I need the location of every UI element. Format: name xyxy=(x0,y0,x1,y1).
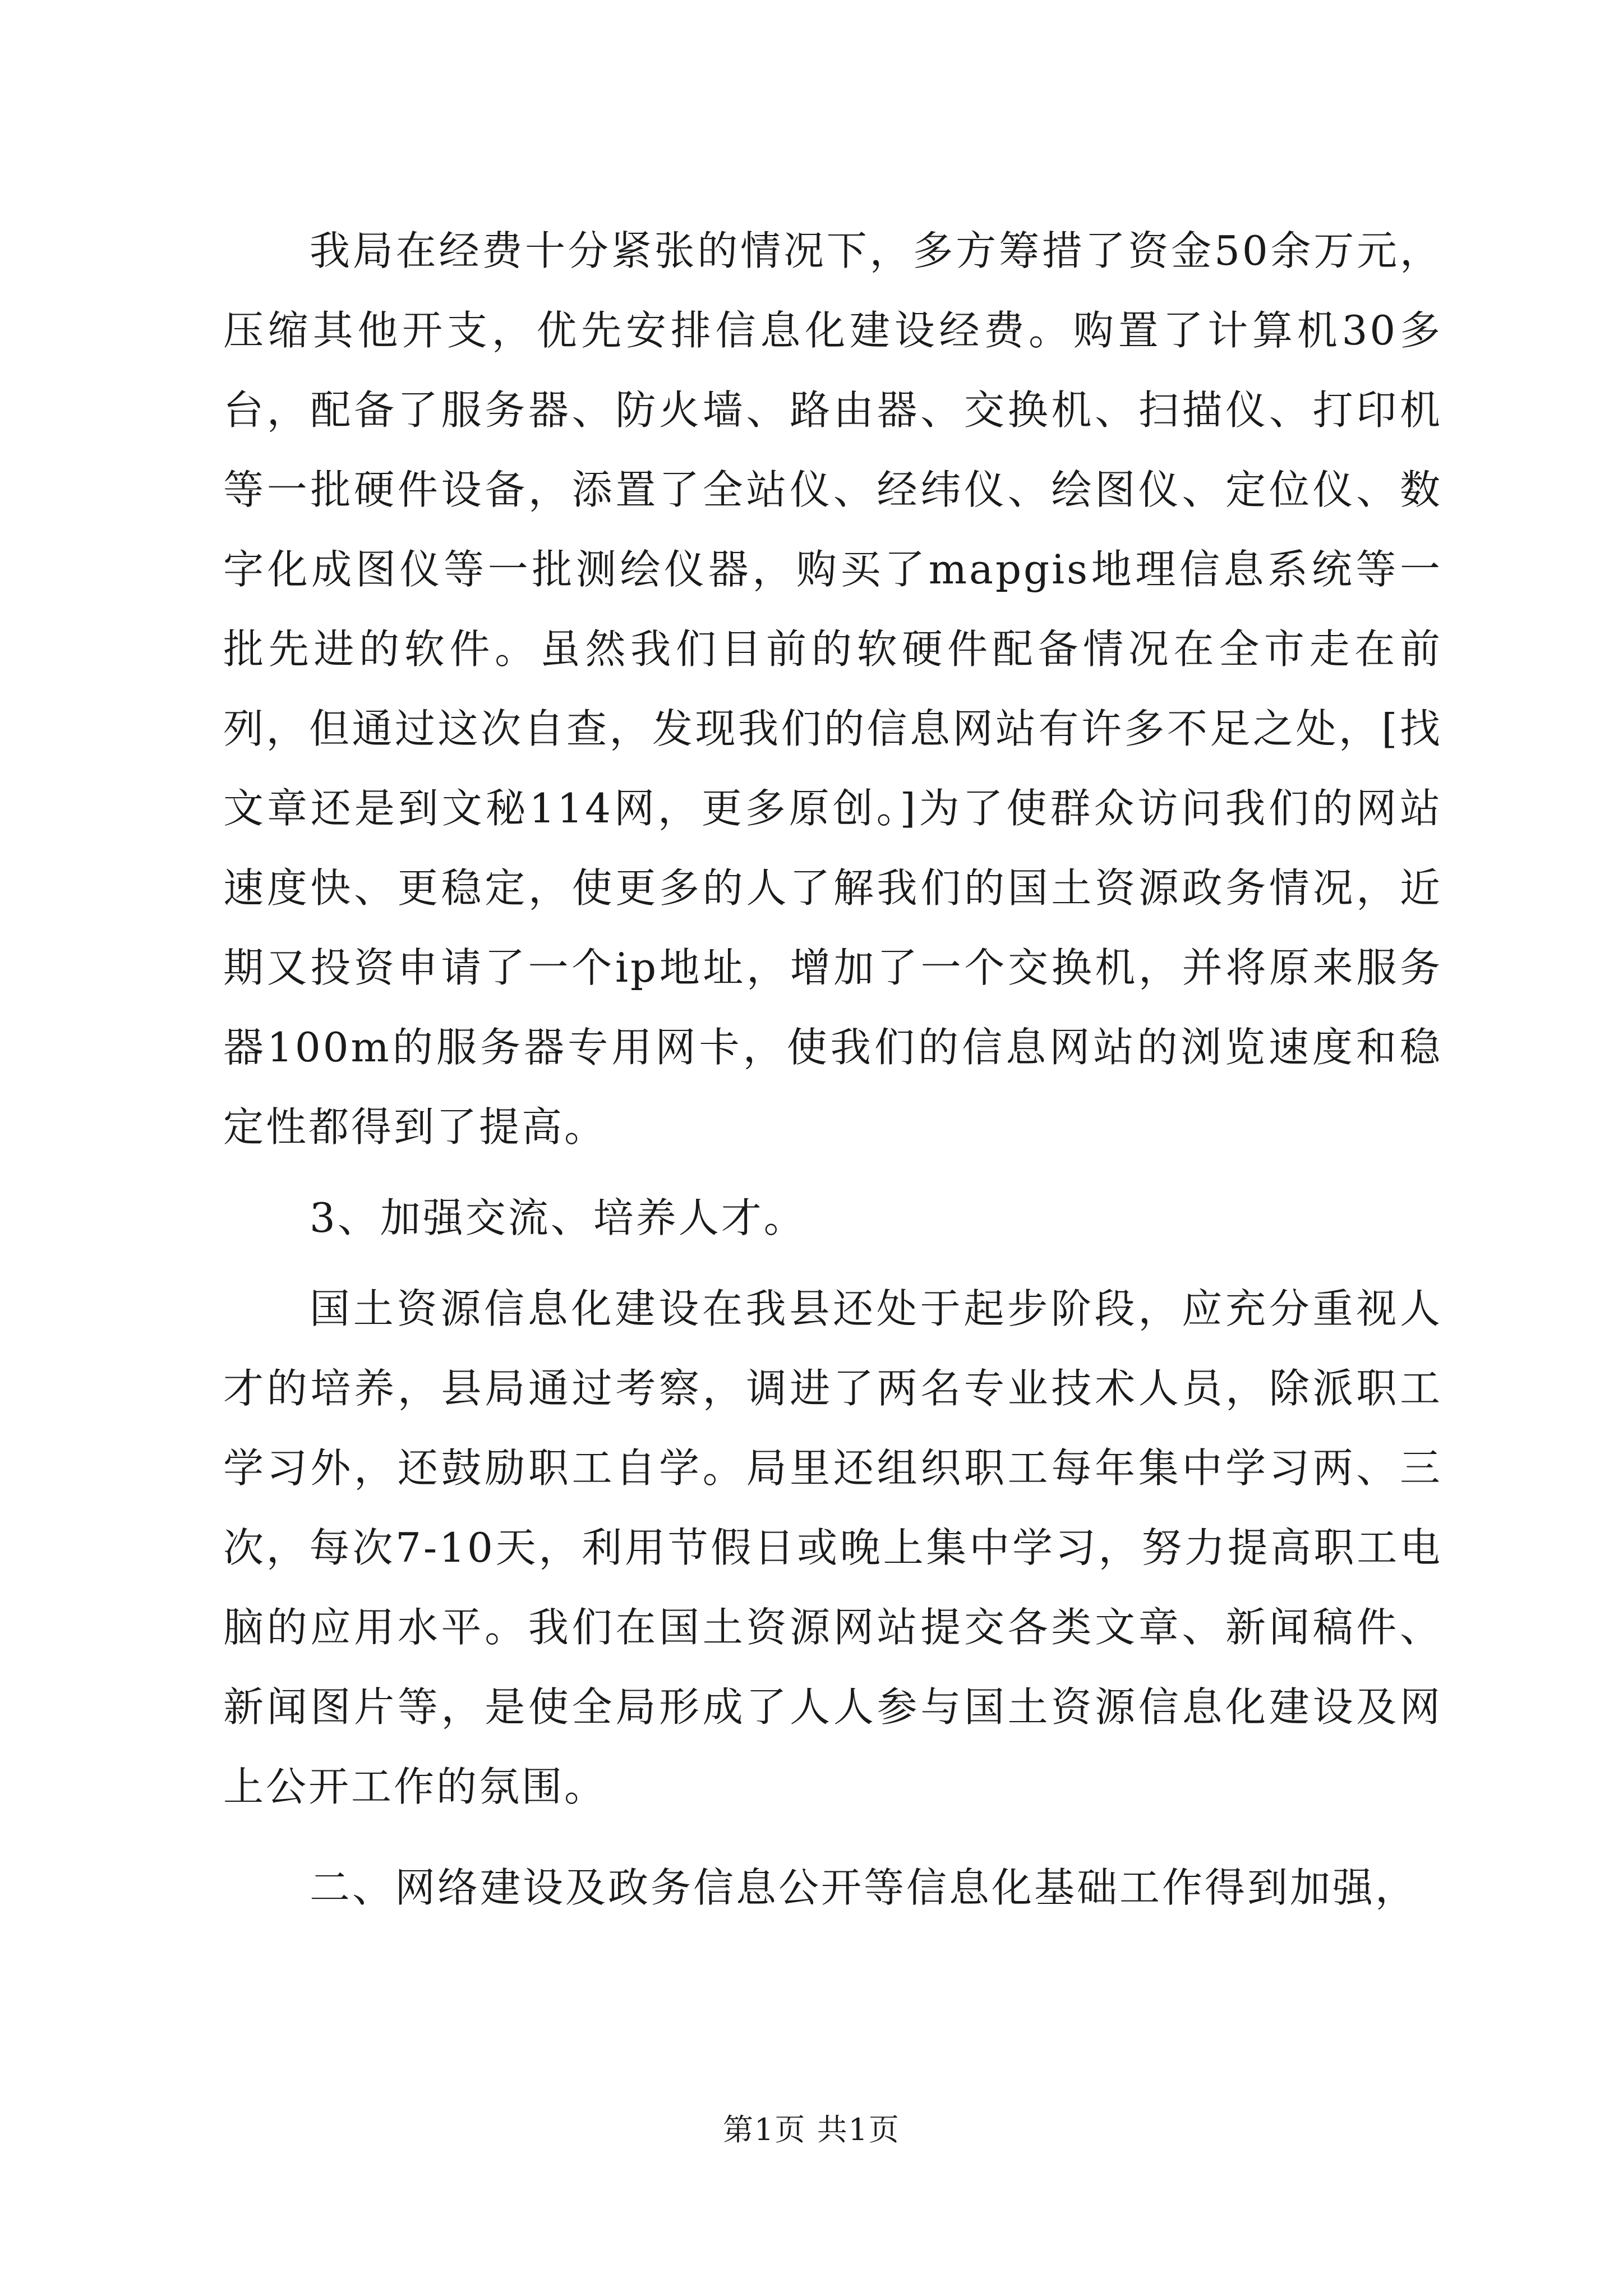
section-heading-exchange-talent: 3、加强交流、培养人才。 xyxy=(310,1194,806,1241)
section-heading-network-building: 二、网络建设及政务信息公开等信息化基础工作得到加强， xyxy=(310,1864,1418,1911)
paragraph-talent-training: 国土资源信息化建设在我县还处于起步阶段，应充分重视人才的培养，县局通过考察，调进了两名专业技术人员，除派职工学习外，还鼓励职工自学。局里还组织职工每年集中学习两、三次，每次7-10天，利用节假日或晚上集中学习，努力提高职工电脑的应用水平。我们在国土资源网站提交各类文章、新闻稿件、新闻图片等，是使全局形成了人人参与国土资源信息化建设及网上公开工作的氛围。 xyxy=(223,1285,1442,1810)
page-footer: 第1页 共1页 xyxy=(723,2112,900,2147)
paragraph-funding: 我局在经费十分紧张的情况下，多方筹措了资金50余万元，压缩其他开支，优先安排信息化建设经费。购置了计算机30多台，配备了服务器、防火墙、路由器、交换机、扫描仪、打印机等一批硬件设备，添置了全站仪、经纬仪、绘图仪、定位仪、数字化成图仪等一批测绘仪器，购买了mapgis地理信息系统等一批先进的软件。虽然我们目前的软硬件配备情况在全市走在前列，但通过这次自查，发现我们的信息网站有许多不足之处，[找文章还是到文秘114网，更多原创。]为了使群众访问我们的网站速度快、更稳定，使更多的人了解我们的国土资源政务情况，近期又投资申请了一个ip地址，增加了一个交换机，并将原来服务器100m的服务器专用网卡，使我们的信息网站的浏览速度和稳定性都得到了提高。 xyxy=(223,227,1442,1151)
document-body xyxy=(223,211,1442,1927)
